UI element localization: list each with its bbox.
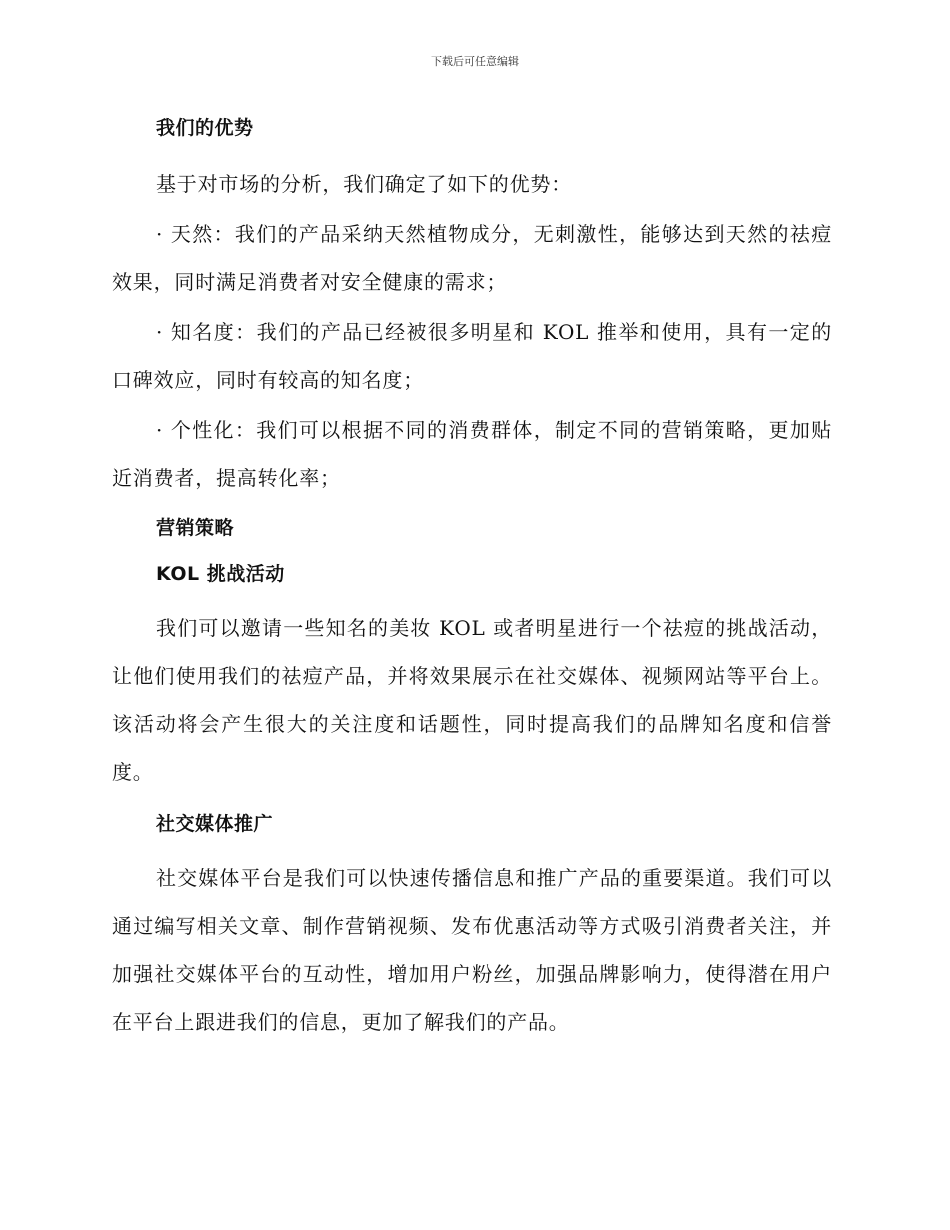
document-body (112, 110, 832, 1046)
bullet-natural: · 天然：我们的产品采纳天然植物成分，无刺激性，能够达到天然的祛痘效果，同时满足消费者对安全健康的需求； (112, 222, 832, 294)
bullet-personalization: · 个性化：我们可以根据不同的消费群体，制定不同的营销策略，更加贴近消费者，提高转化率； (112, 418, 832, 490)
social-heading: 社交媒体推广 (156, 813, 274, 835)
advantages-heading: 我们的优势 (156, 117, 254, 139)
kol-heading: KOL 挑战活动 (156, 563, 285, 585)
bullet-fame: · 知名度：我们的产品已经被很多明星和 KOL 推举和使用，具有一定的口碑效应，同时有较高的知名度； (112, 320, 832, 392)
strategy-heading: 营销策略 (156, 517, 235, 539)
page-header: 下载后可任意编辑 (431, 55, 519, 68)
social-paragraph: 社交媒体平台是我们可以快速传播信息和推广产品的重要渠道。我们可以通过编写相关文章、制作营销视频、发布优惠活动等方式吸引消费者关注，并加强社交媒体平台的互动性，增加用户粉丝，加强品牌影响力，使得潜在用户在平台上跟进我们的信息，更加了解我们的产品。 (112, 866, 832, 1034)
advantages-intro: 基于对市场的分析，我们确定了如下的优势： (156, 172, 572, 196)
kol-paragraph: 我们可以邀请一些知名的美妆 KOL 或者明星进行一个祛痘的挑战活动，让他们使用我们的祛痘产品，并将效果展示在社交媒体、视频网站等平台上。该活动将会产生很大的关注度和话题性，同时提高我们的品牌知名度和信誉度。 (112, 616, 832, 784)
